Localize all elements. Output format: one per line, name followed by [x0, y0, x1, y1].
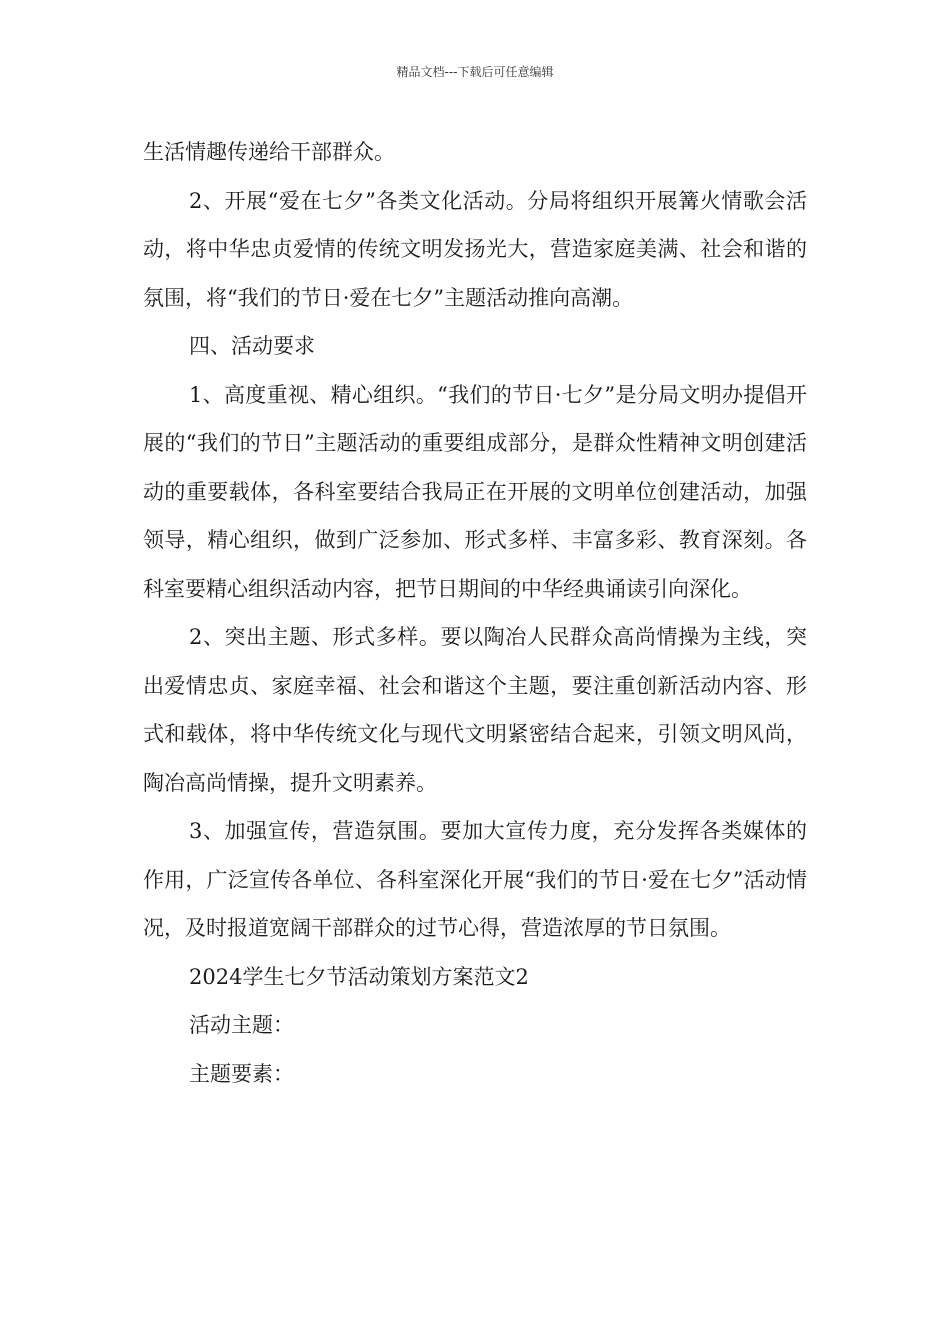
paragraph-requirement-1: 1、高度重视、精心组织。“我们的节日·七夕”是分局文明办提倡开展的“我们的节日”主题活动的重要组成部分，是群众性精神文明创建活动的重要载体，各科室要结合我局正在开展的文明单位创建活动，加强领导，精心组织，做到广泛参加、形式多样、丰富多彩、教育深刻。各科室要精心组织活动内容，把节日期间的中华经典诵读引向深化。	[143, 382, 807, 601]
paragraph-item-2-activity: 2、开展“爱在七夕”各类文化活动。分局将组织开展篝火情歌会活动，将中华忠贞爱情的传统文明发扬光大，营造家庭美满、社会和谐的氛围，将“我们的节日·爱在七夕”主题活动推向高潮。	[143, 188, 807, 310]
theme-elements-label: 主题要素：	[189, 1061, 294, 1086]
activity-theme-label: 活动主题：	[189, 1013, 294, 1037]
paragraph-requirement-3: 3、加强宣传，营造氛围。要加大宣传力度，充分发挥各类媒体的作用，广泛宣传各单位、各科室深化开展“我们的节日·爱在七夕”活动情况，及时报道宽阔干部群众的过节心得，营造浓厚的节日氛围。	[143, 819, 807, 940]
paragraph-continuation: 生活情趣传递给干部群众。	[143, 140, 395, 164]
paragraph-requirement-2: 2、突出主题、形式多样。要以陶冶人民群众高尚情操为主线，突出爱情忠贞、家庭幸福、社会和谐这个主题，要注重创新活动内容、形式和载体，将中华传统文化与现代文明紧密结合起来，引领文明风尚，陶冶高尚情操，提升文明素养。	[143, 625, 807, 795]
section-heading-requirements: 四、活动要求	[189, 334, 315, 358]
document-body	[143, 128, 807, 1098]
document-title-2: 2024学生七夕节活动策划方案范文2	[189, 964, 529, 989]
page-header: 精品文档---下载后可任意编辑	[396, 65, 554, 79]
